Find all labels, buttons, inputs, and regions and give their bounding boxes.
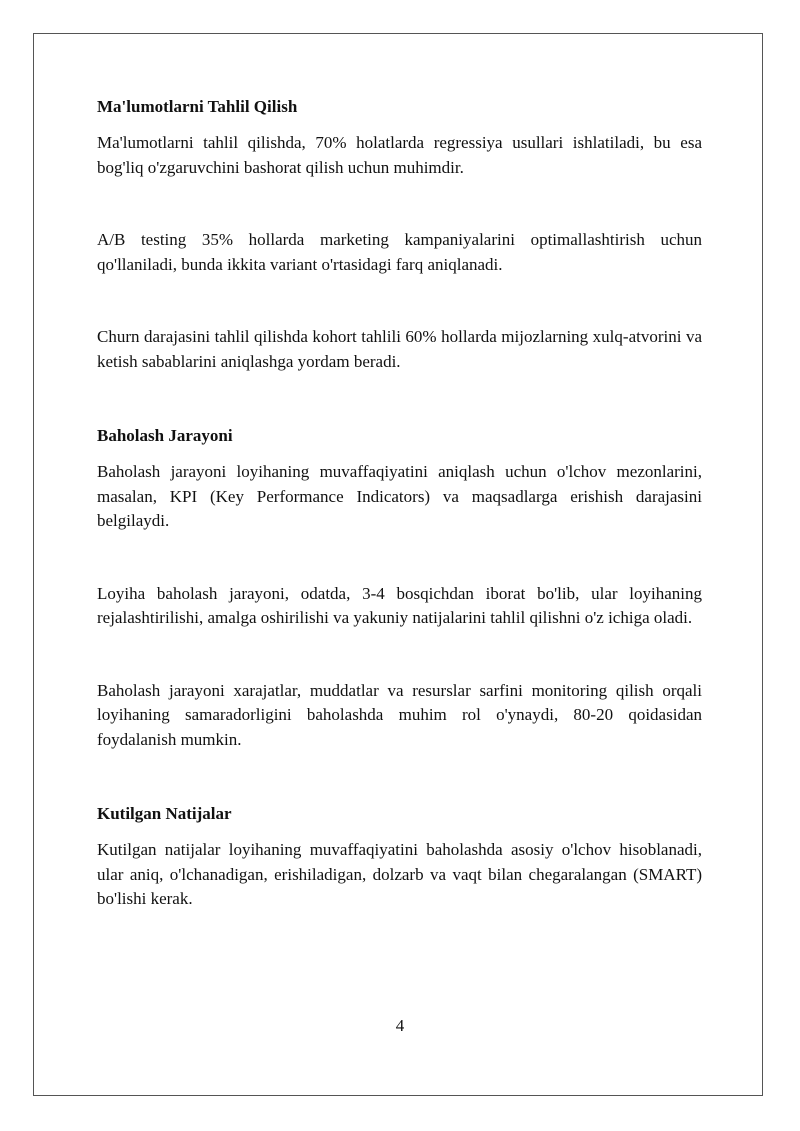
paragraph: Baholash jarayoni xarajatlar, muddatlar va resurslar sarfini monitoring qilish orqali loyihaning samaradorligini baholashda muhim rol o'ynaydi, 80-20 qoidasidan foydalanish mumkin. bbox=[97, 680, 702, 749]
page-number: 4 bbox=[395, 1016, 405, 1035]
paragraph: Baholash jarayoni loyihaning muvaffaqiyatini aniqlash uchun o'lchov mezonlarini, masalan, KPI (Key Performance Indicators) va maqsadlarga erishish darajasini belgilaydi. bbox=[97, 462, 702, 530]
section-evaluation-process bbox=[97, 424, 702, 752]
section-heading: Baholash Jarayoni bbox=[97, 426, 233, 445]
paragraph: Ma'lumotlarni tahlil qilishda, 70% holatlarda regressiya usullari ishlatiladi, bu esa bog'liq o'zgaruvchini bashorat qilish uchun muhimdir. bbox=[97, 133, 702, 177]
paragraph: Churn darajasini tahlil qilishda kohort tahlili 60% hollarda mijozlarning xulq-atvorini va ketish sabablarini aniqlashga yordam beradi. bbox=[97, 327, 702, 371]
section-heading: Ma'lumotlarni Tahlil Qilish bbox=[97, 97, 298, 116]
paragraph: A/B testing 35% hollarda marketing kampaniyalarini optimallashtirish uchun qo'llaniladi, bunda ikkita variant o'rtasidagi farq aniqlanadi. bbox=[97, 230, 702, 274]
paragraph: Kutilgan natijalar loyihaning muvaffaqiyatini baholashda asosiy o'lchov hisoblanadi, ular aniq, o'lchanadigan, erishiladigan, dolzarb va vaqt bilan chegaralangan (SMART) bo'lishi kerak. bbox=[97, 840, 702, 908]
paragraph: Loyiha baholash jarayoni, odatda, 3-4 bosqichdan iborat bo'lib, ular loyihaning rejalashtirilishi, amalga oshirilishi va yakuniy natijalarini tahlil qilishni o'z ichiga oladi. bbox=[97, 583, 702, 627]
section-heading: Kutilgan Natijalar bbox=[97, 804, 232, 823]
section-expected-results bbox=[97, 802, 702, 912]
section-data-analysis bbox=[97, 95, 702, 374]
document-body bbox=[97, 95, 702, 912]
